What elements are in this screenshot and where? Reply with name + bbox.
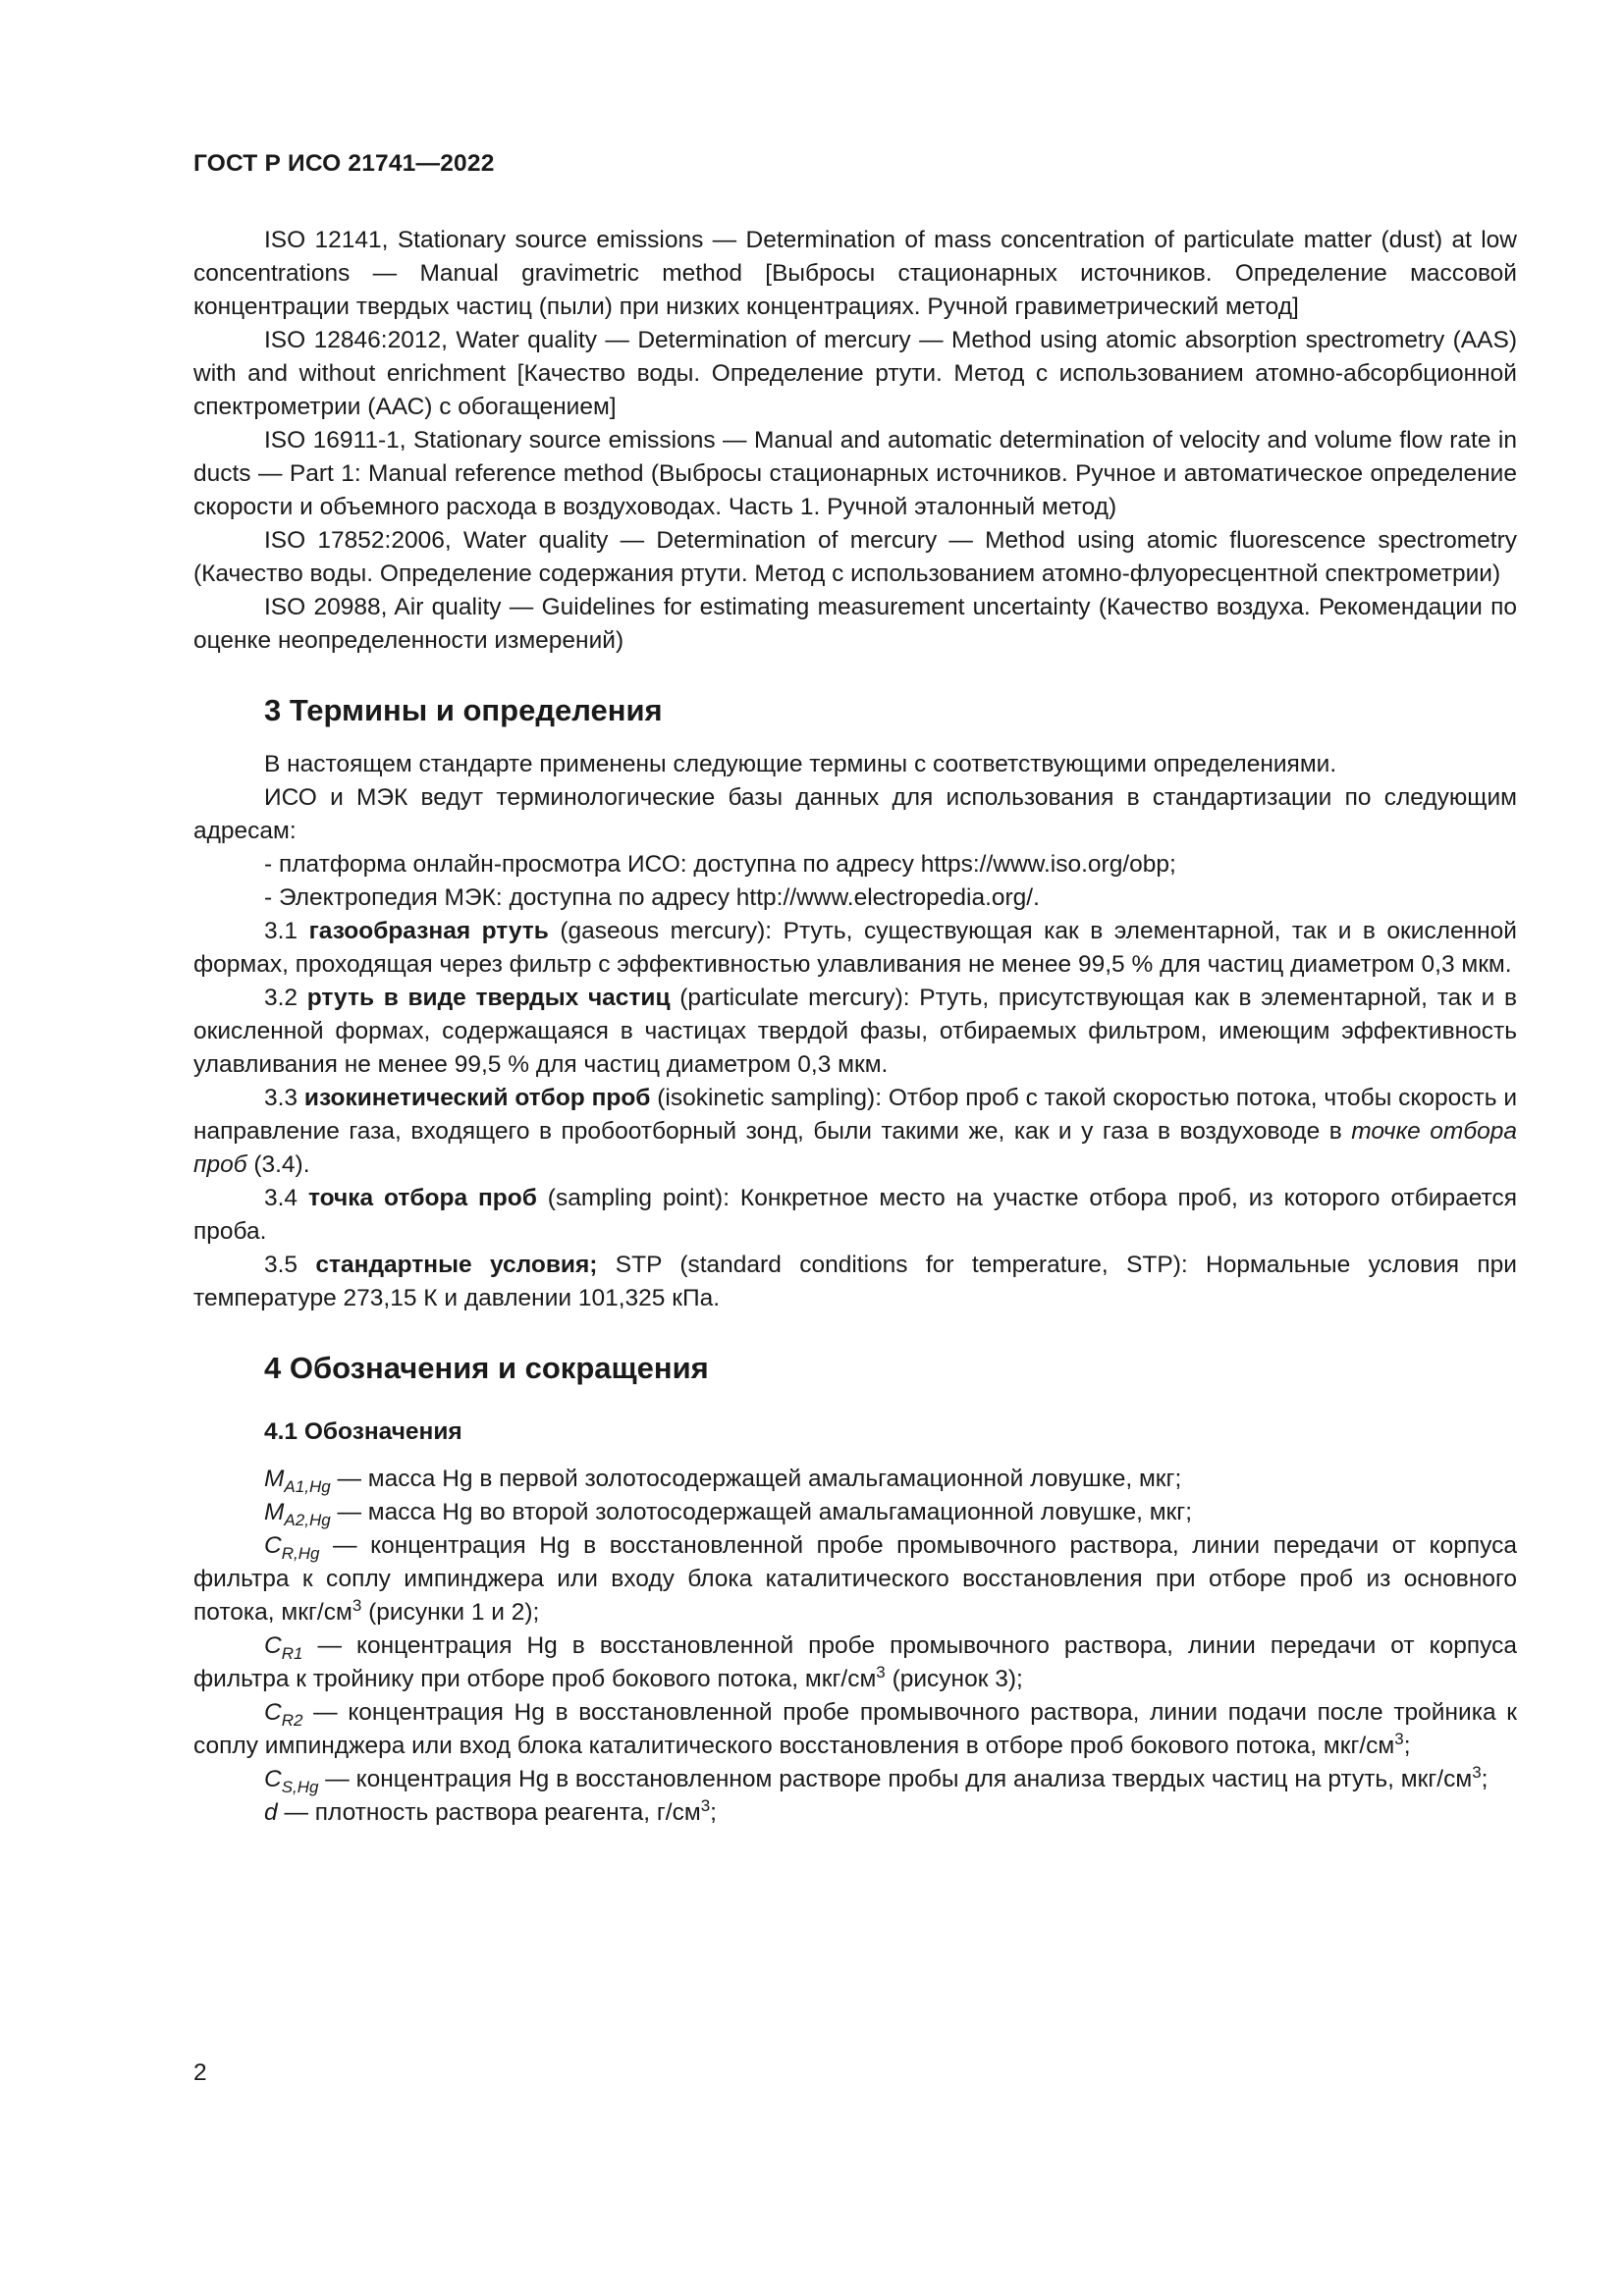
symbol-subscript: R,Hg — [281, 1544, 320, 1563]
symbol-text: — концентрация Hg в восстановленном растворе пробы для анализа твердых частиц на ртуть, мкг/см — [318, 1766, 1473, 1792]
term-name: ртуть в виде твердых частиц — [306, 985, 671, 1011]
iso-iec-databases: ИСО и МЭК ведут терминологические базы данных для использования в стандартизации по следующим адресам: — [193, 784, 1517, 844]
symbol-text-tail: (рисунки 1 и 2); — [361, 1599, 540, 1626]
symbol-superscript: 3 — [1472, 1763, 1482, 1782]
symbol-definition — [193, 1796, 1517, 1830]
section-3-title: 3 Термины и определения — [264, 693, 663, 727]
term-name: точка отбора проб — [307, 1185, 537, 1211]
symbol-definition — [193, 1496, 1517, 1529]
term-number: 3.5 — [264, 1252, 298, 1278]
symbol-text: — масса Hg в первой золотосодержащей амальгамационной ловушке, мкг; — [330, 1466, 1182, 1492]
term-number: 3.1 — [264, 918, 298, 944]
section-3-intro: В настоящем стандарте применены следующие термины с соответствующими определениями. — [264, 751, 1337, 777]
symbol-superscript: 3 — [700, 1796, 711, 1815]
reference-item: ISO 12141, Stationary source emissions — Determination of mass concentration of particulate matter (dust) at low concentrations — Manual gravimetric method [Выбросы стационарных источников. Определение массовой концентрации твердых частиц (пыли) при низких концентрациях. Ручной гравиметрический метод] — [193, 227, 1517, 320]
symbol-definition — [193, 1629, 1517, 1696]
reference-item: ISO 12846:2012, Water quality — Determination of mercury — Method using atomic absorption spectrometry (AAS) with and without enrichment [Качество воды. Определение ртути. Метод с использованием атомно-абсорбционной спектрометрии (ААС) с обогащением] — [193, 327, 1517, 420]
symbol-superscript: 3 — [876, 1663, 886, 1682]
term-definition: STP (standard conditions for temperature, STP): Нормальные условия при температуре 273,15 К и давлении 101,325 кПа. — [193, 1252, 1517, 1311]
term-definition: (particulate mercury): Ртуть, присутствующая как в элементарной, так и в окисленной формах, содержащаяся в частицах твердой фазы, отбираемых фильтром, имеющим эффективность улавливания не менее 99,5 % для частиц диаметром 0,3 мкм. — [193, 985, 1518, 1078]
symbol: C — [264, 1699, 282, 1726]
symbol-text-tail: (рисунок 3); — [885, 1666, 1023, 1692]
symbol-subscript: S,Hg — [281, 1778, 319, 1796]
reference-item: ISO 17852:2006, Water quality — Determination of mercury — Method using atomic fluorescence spectrometry (Качество воды. Определение содержания ртути. Метод с использованием атомно-флуоресцентной спектрометрии) — [193, 527, 1517, 587]
symbol: C — [264, 1632, 282, 1659]
reference-item: ISO 16911-1, Stationary source emissions — Manual and automatic determination of velocity and volume flow rate in ducts — Part 1: Manual reference method (Выбросы стационарных источников. Ручное и автоматическое определение скорости и объемного расхода в воздуховодах. Часть 1. Ручной эталонный метод) — [193, 427, 1517, 520]
term-cross-reference-number: (3.4). — [253, 1151, 310, 1178]
symbol-text-tail: ; — [1403, 1733, 1411, 1759]
term-3-2 — [193, 982, 1517, 1082]
term-cross-reference: точке отбора проб — [193, 1118, 1517, 1178]
symbol-text: — масса Hg во второй золотосодержащей амальгамационной ловушке, мкг; — [330, 1499, 1193, 1525]
term-number: 3.3 — [264, 1085, 298, 1111]
symbol-definition — [193, 1463, 1517, 1496]
symbol-text: — концентрация Hg в восстановленной пробе промывочного раствора, линии подачи после тройника к соплу импинджера или вход блока каталитического восстановления в отборе проб бокового потока, мкг/см — [193, 1699, 1517, 1759]
symbol: d — [264, 1799, 278, 1826]
symbol-subscript: R2 — [281, 1711, 303, 1730]
symbol-definition — [193, 1696, 1517, 1763]
symbol-text: — концентрация Hg в восстановленной пробе промывочного раствора, линии передачи от корпуса фильтра к соплу импинджера или входу блока каталитического восстановления при отборе проб из основного потока, мкг/см — [193, 1532, 1517, 1626]
term-3-5 — [193, 1249, 1517, 1315]
term-number: 3.4 — [264, 1185, 298, 1211]
body-text — [193, 224, 1517, 1830]
term-name: изокинетический отбор проб — [303, 1085, 651, 1111]
symbol-subscript: A1,Hg — [284, 1477, 331, 1496]
symbol: C — [264, 1766, 282, 1792]
term-name: стандартные условия; — [315, 1252, 598, 1278]
reference-item: ISO 20988, Air quality — Guidelines for estimating measurement uncertainty (Качество воздуха. Рекомендации по оценке неопределенности измерений) — [193, 594, 1517, 654]
term-name: газообразная ртуть — [308, 918, 549, 944]
symbol-text-tail: ; — [710, 1799, 717, 1826]
term-definition: (isokinetic sampling): Отбор проб с такой скоростью потока, чтобы скорость и направление газа, входящего в пробоотборный зонд, были такими же, как и у газа в воздуховоде в — [193, 1085, 1518, 1145]
electropedia-link: - Электропедия МЭК: доступна по адресу http://www.electropedia.org/. — [264, 884, 1040, 911]
page-number: 2 — [193, 2059, 207, 2086]
running-header: ГОСТ Р ИСО 21741—2022 — [193, 150, 495, 177]
section-4-title: 4 Обозначения и сокращения — [264, 1351, 709, 1385]
term-3-1 — [193, 915, 1517, 982]
symbol-text: — плотность раствора реагента, г/см — [277, 1799, 701, 1826]
symbol-superscript: 3 — [352, 1596, 362, 1615]
symbol: C — [264, 1532, 282, 1559]
symbol-definition — [193, 1529, 1517, 1629]
term-3-3 — [193, 1082, 1517, 1182]
symbol-text-tail: ; — [1481, 1766, 1489, 1792]
term-3-4 — [193, 1182, 1517, 1249]
symbol: M — [264, 1499, 285, 1525]
symbol-subscript: A2,Hg — [284, 1511, 331, 1529]
symbol-definition — [193, 1763, 1517, 1796]
iso-obp-link: - платформа онлайн-просмотра ИСО: доступна по адресу https://www.iso.org/obp; — [264, 851, 1176, 878]
term-number: 3.2 — [264, 985, 298, 1011]
term-definition: (sampling point): Конкретное место на участке отбора проб, из которого отбирается проба. — [193, 1185, 1517, 1245]
symbol: M — [264, 1466, 285, 1492]
term-definition: (gaseous mercury): Ртуть, существующая как в элементарной, так и в окисленной формах, проходящая через фильтр с эффективностью улавливания не менее 99,5 % для частиц диаметром 0,3 мкм. — [193, 918, 1517, 978]
subsection-4-1-title: 4.1 Обозначения — [264, 1418, 462, 1445]
symbol-subscript: R1 — [281, 1644, 303, 1663]
symbol-text: — концентрация Hg в восстановленной пробе промывочного раствора, линии передачи от корпуса фильтра к тройнику при отборе проб бокового потока, мкг/см — [193, 1632, 1517, 1692]
symbol-superscript: 3 — [1394, 1730, 1404, 1748]
